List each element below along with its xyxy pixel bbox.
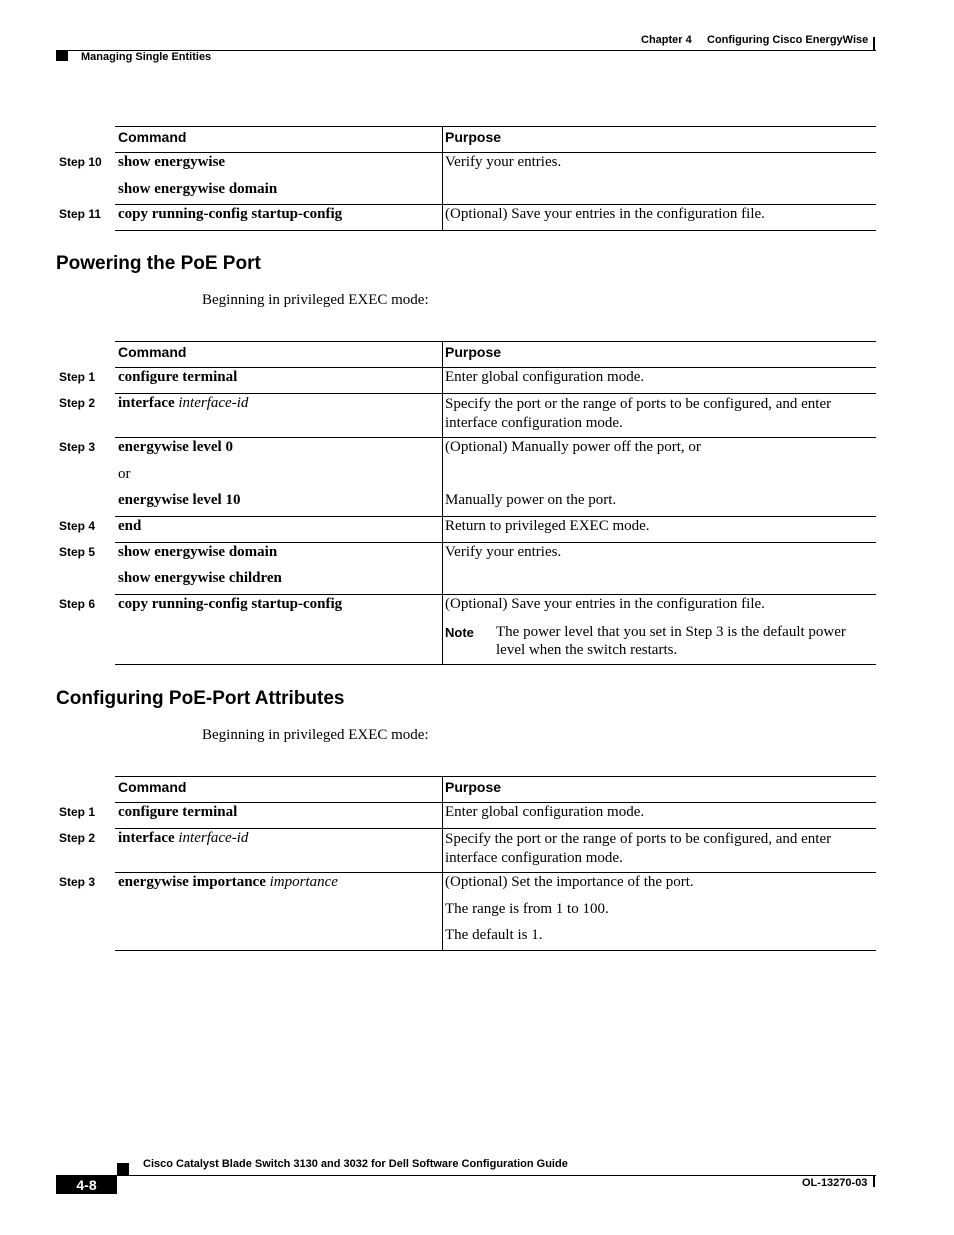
table-rule: [115, 594, 876, 595]
command-text: [118, 154, 225, 171]
table-divider: [442, 126, 443, 231]
command-text: [118, 830, 248, 847]
table-rule: [115, 872, 876, 873]
column-header-command: Command: [118, 129, 187, 145]
header-block: [56, 51, 68, 61]
purpose-text: (Optional) Save your entries in the configuration file.: [445, 596, 765, 612]
command-keyword: copy running-config startup-config: [118, 596, 343, 612]
command-text: [118, 570, 282, 587]
footer-tick: [873, 1175, 875, 1187]
command-keyword: configure terminal: [118, 804, 238, 820]
section-heading: Configuring PoE-Port Attributes: [56, 688, 345, 709]
header-section: Managing Single Entities: [81, 51, 212, 63]
command-keyword: energywise importance: [118, 874, 266, 890]
column-header-purpose: Purpose: [445, 344, 502, 360]
column-header-purpose: Purpose: [445, 129, 502, 145]
table-rule: [115, 204, 876, 205]
section-heading: Powering the PoE Port: [56, 253, 261, 274]
header-chapter-title: Configuring Cisco EnergyWise: [707, 34, 869, 46]
purpose-text: Enter global configuration mode.: [445, 369, 645, 385]
step-label: Step 6: [59, 597, 96, 611]
command-text: [118, 544, 277, 561]
column-header-command: Command: [118, 344, 187, 360]
footer-rule: [117, 1175, 876, 1176]
header-chapter: Chapter 4: [641, 34, 692, 46]
table-rule: [115, 437, 876, 438]
purpose-text: Enter global configuration mode.: [445, 804, 645, 820]
page-number-text: 4-8: [76, 1176, 97, 1193]
table-rule: [115, 393, 876, 394]
command-keyword: copy running-config startup-config: [118, 206, 343, 222]
table-divider: [442, 341, 443, 665]
table-rule: [115, 367, 876, 368]
table-rule: [115, 950, 876, 951]
command-text: [118, 596, 342, 613]
table-divider: [442, 776, 443, 951]
command-text: [118, 492, 240, 509]
table-rule: [115, 542, 876, 543]
table-rule: [115, 776, 876, 777]
footer-doc-number: OL-13270-03: [802, 1177, 868, 1189]
purpose-text: Verify your entries.: [445, 154, 562, 170]
page-number: [56, 1175, 117, 1194]
purpose-text: (Optional) Set the importance of the port.: [445, 874, 694, 890]
command-keyword: show energywise domain: [118, 181, 278, 197]
table-rule: [115, 516, 876, 517]
command-or: or: [118, 466, 131, 482]
footer-block: [117, 1163, 129, 1175]
command-keyword: end: [118, 518, 142, 534]
command-keyword: energywise level 10: [118, 492, 241, 508]
table-rule: [115, 152, 876, 153]
command-argument: importance: [269, 874, 338, 890]
table-rule: [115, 126, 876, 127]
command-keyword: interface: [118, 830, 175, 846]
command-keyword: show energywise children: [118, 570, 282, 586]
command-text: [118, 206, 342, 223]
purpose-text: Return to privileged EXEC mode.: [445, 518, 650, 534]
purpose-text: Manually power on the port.: [445, 492, 617, 508]
header-tick: [873, 37, 875, 51]
note-text: The power level that you set in Step 3 is the default power level when the switch restarts.: [496, 624, 846, 658]
table-rule: [115, 802, 876, 803]
column-header-purpose: Purpose: [445, 779, 502, 795]
purpose-text: (Optional) Save your entries in the configuration file.: [445, 206, 765, 222]
command-keyword: configure terminal: [118, 369, 238, 385]
command-keyword: energywise level 0: [118, 439, 233, 455]
purpose-text: The range is from 1 to 100.: [445, 901, 609, 917]
command-keyword: show energywise: [118, 154, 226, 170]
command-keyword: show energywise domain: [118, 544, 278, 560]
command-text: [118, 395, 248, 412]
step-label: Step 3: [59, 875, 96, 889]
purpose-text: Specify the port or the range of ports to be configured, and enter interface configuration mode.: [445, 396, 832, 431]
step-label: Step 1: [59, 370, 96, 384]
command-text: [118, 369, 237, 386]
command-text: [118, 804, 237, 821]
step-label: Step 10: [59, 155, 102, 169]
column-header-command: Command: [118, 779, 187, 795]
step-label: Step 4: [59, 519, 96, 533]
step-label: Step 1: [59, 805, 96, 819]
purpose-text: (Optional) Manually power off the port, or: [445, 439, 701, 455]
intro-text: Beginning in privileged EXEC mode:: [202, 292, 429, 308]
table-rule: [115, 341, 876, 342]
command-keyword: interface: [118, 395, 175, 411]
note-label: Note: [445, 625, 474, 640]
purpose-text: The default is 1.: [445, 927, 543, 943]
step-label: Step 11: [59, 207, 102, 221]
command-argument: interface-id: [178, 830, 249, 846]
step-label: Step 2: [59, 831, 96, 845]
intro-text: Beginning in privileged EXEC mode:: [202, 727, 429, 743]
command-text: [118, 439, 233, 456]
footer-guide-title: Cisco Catalyst Blade Switch 3130 and 3032 for Dell Software Configuration Guide: [143, 1158, 568, 1170]
step-label: Step 2: [59, 396, 96, 410]
table-rule: [115, 664, 876, 665]
purpose-text: Verify your entries.: [445, 544, 562, 560]
table-rule: [115, 230, 876, 231]
step-label: Step 5: [59, 545, 96, 559]
command-text: [118, 518, 141, 535]
purpose-text: Specify the port or the range of ports to be configured, and enter interface configuration mode.: [445, 831, 832, 866]
command-argument: interface-id: [178, 395, 249, 411]
step-label: Step 3: [59, 440, 96, 454]
command-text: [118, 874, 338, 891]
command-text: [118, 181, 277, 198]
table-rule: [115, 828, 876, 829]
